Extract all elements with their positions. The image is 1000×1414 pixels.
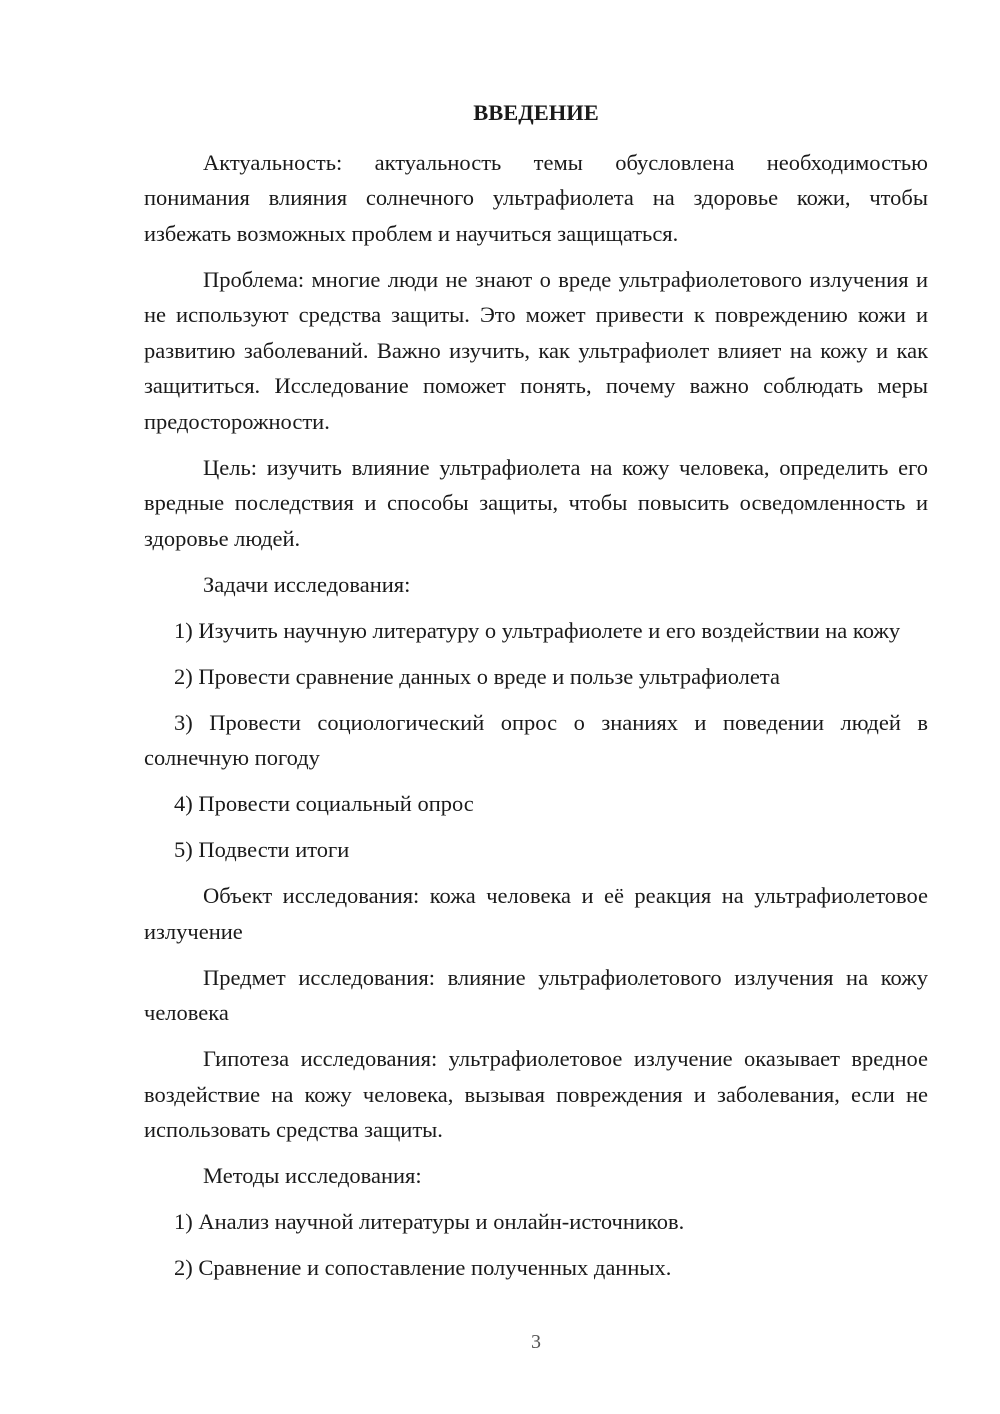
page-title: ВВЕДЕНИЕ (473, 100, 599, 125)
task-item-5: 5) Подвести итоги (174, 837, 350, 862)
method-item-2: 2) Сравнение и сопоставление полученных данных. (174, 1255, 672, 1280)
page-number: 3 (531, 1331, 541, 1353)
method-item-1: 1) Анализ научной литературы и онлайн-источников. (174, 1209, 685, 1234)
task-item-1: 1) Изучить научную литературу о ультрафиолете и его воздействии на кожу (174, 617, 901, 643)
subject-paragraph: Предмет исследования: влияние ультрафиолетового излучения на кожу человека (144, 964, 928, 1025)
object-paragraph: Объект исследования: кожа человека и её реакция на ультрафиолетовое излучение (144, 883, 928, 944)
task-item-3: 3) Провести социологический опрос о знаниях и поведении людей в солнечную погоду (144, 709, 928, 770)
goal-paragraph: Цель: изучить влияние ультрафиолета на кожу человека, определить его вредные последствия и способы защиты, чтобы повысить осведомленность и здоровье людей. (144, 454, 928, 551)
methods-heading: Методы исследования: (203, 1163, 422, 1188)
task-item-2: 2) Провести сравнение данных о вреде и пользе ультрафиолета (174, 663, 780, 689)
problem-paragraph: Проблема: многие люди не знают о вреде ультрафиолетового излучения и не используют средства защиты. Это может привести к повреждению кожи и развитию заболеваний. Важно изучить, как ультрафиолет влияет на кожу и как защититься. Исследование поможет понять, почему важно соблюдать меры предосторожности. (144, 266, 928, 434)
relevance-paragraph: Актуальность: актуальность темы обусловлена необходимостью понимания влияния солнечного ультрафиолета на здоровье кожи, чтобы избежать возможных проблем и научиться защищаться. (144, 149, 928, 246)
tasks-heading: Задачи исследования: (203, 571, 411, 597)
task-item-4: 4) Провести социальный опрос (174, 791, 474, 816)
page-content (144, 95, 928, 1296)
hypothesis-paragraph: Гипотеза исследования: ультрафиолетовое излучение оказывает вредное воздействие на кожу человека, вызывая повреждения и заболевания, если не использовать средства защиты. (144, 1046, 928, 1142)
